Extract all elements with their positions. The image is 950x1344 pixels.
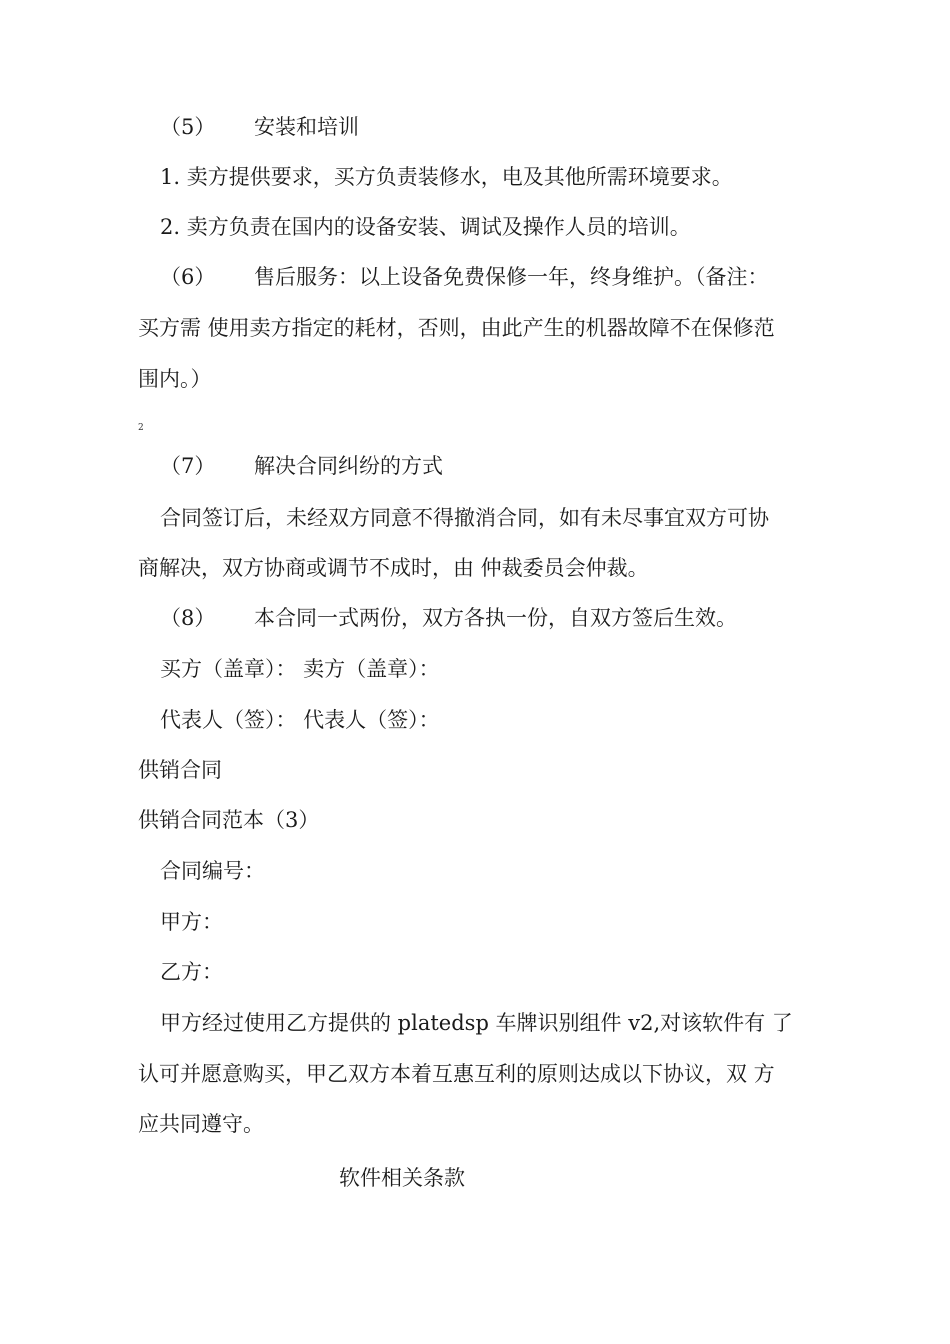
heading-contract-template: 供销合同范本（3）	[138, 808, 320, 832]
seal-line: 买方（盖章）： 卖方（盖章）：	[160, 657, 440, 681]
section-5-item-2: 2. 卖方负责在国内的设备安装、调试及操作人员的培训。	[160, 215, 691, 239]
section-8-number: （8）	[160, 606, 216, 630]
section-7-line-1: 合同签订后，未经双方同意不得撤消合同，如有未尽事宜双方可协	[160, 506, 769, 530]
section-7-number: （7）	[160, 454, 216, 478]
section-8-heading	[160, 603, 737, 633]
section-title-software-terms: 软件相关条款	[339, 1166, 465, 1190]
party-b-label: 乙方：	[160, 960, 223, 984]
section-7-heading	[160, 451, 443, 481]
section-5-number: （5）	[160, 115, 216, 139]
section-6-line-1: 售后服务：以上设备免费保修一年，终身维护。（备注：	[254, 265, 769, 289]
intro-line-3: 应共同遵守。	[138, 1112, 264, 1136]
contract-number-label: 合同编号：	[160, 859, 265, 883]
section-7-title: 解决合同纠纷的方式	[254, 454, 443, 478]
heading-supply-contract: 供销合同	[138, 758, 222, 782]
section-7-line-2: 商解决，双方协商或调节不成时，由 仲裁委员会仲裁。	[138, 556, 649, 580]
page-marker: 2	[138, 423, 144, 433]
section-6-line-2: 买方需 使用卖方指定的耗材，否则，由此产生的机器故障不在保修范	[138, 316, 775, 340]
representative-line: 代表人（签）： 代表人（签）：	[160, 708, 440, 732]
section-6-number: （6）	[160, 265, 216, 289]
section-8-text: 本合同一式两份，双方各执一份，自双方签后生效。	[254, 606, 737, 630]
section-6-line-3: 围内。）	[138, 367, 212, 391]
party-a-label: 甲方：	[160, 910, 223, 934]
section-6-heading	[160, 262, 769, 292]
section-5-item-1: 1. 卖方提供要求，买方负责装修水，电及其他所需环境要求。	[160, 165, 733, 189]
intro-line-1: 甲方经过使用乙方提供的 platedsp 车牌识别组件 v2,对该软件有 了	[160, 1011, 793, 1035]
section-5-title: 安装和培训	[254, 115, 359, 139]
section-5-heading	[160, 112, 359, 142]
intro-line-2: 认可并愿意购买，甲乙双方本着互惠互利的原则达成以下协议，双 方	[138, 1062, 775, 1086]
